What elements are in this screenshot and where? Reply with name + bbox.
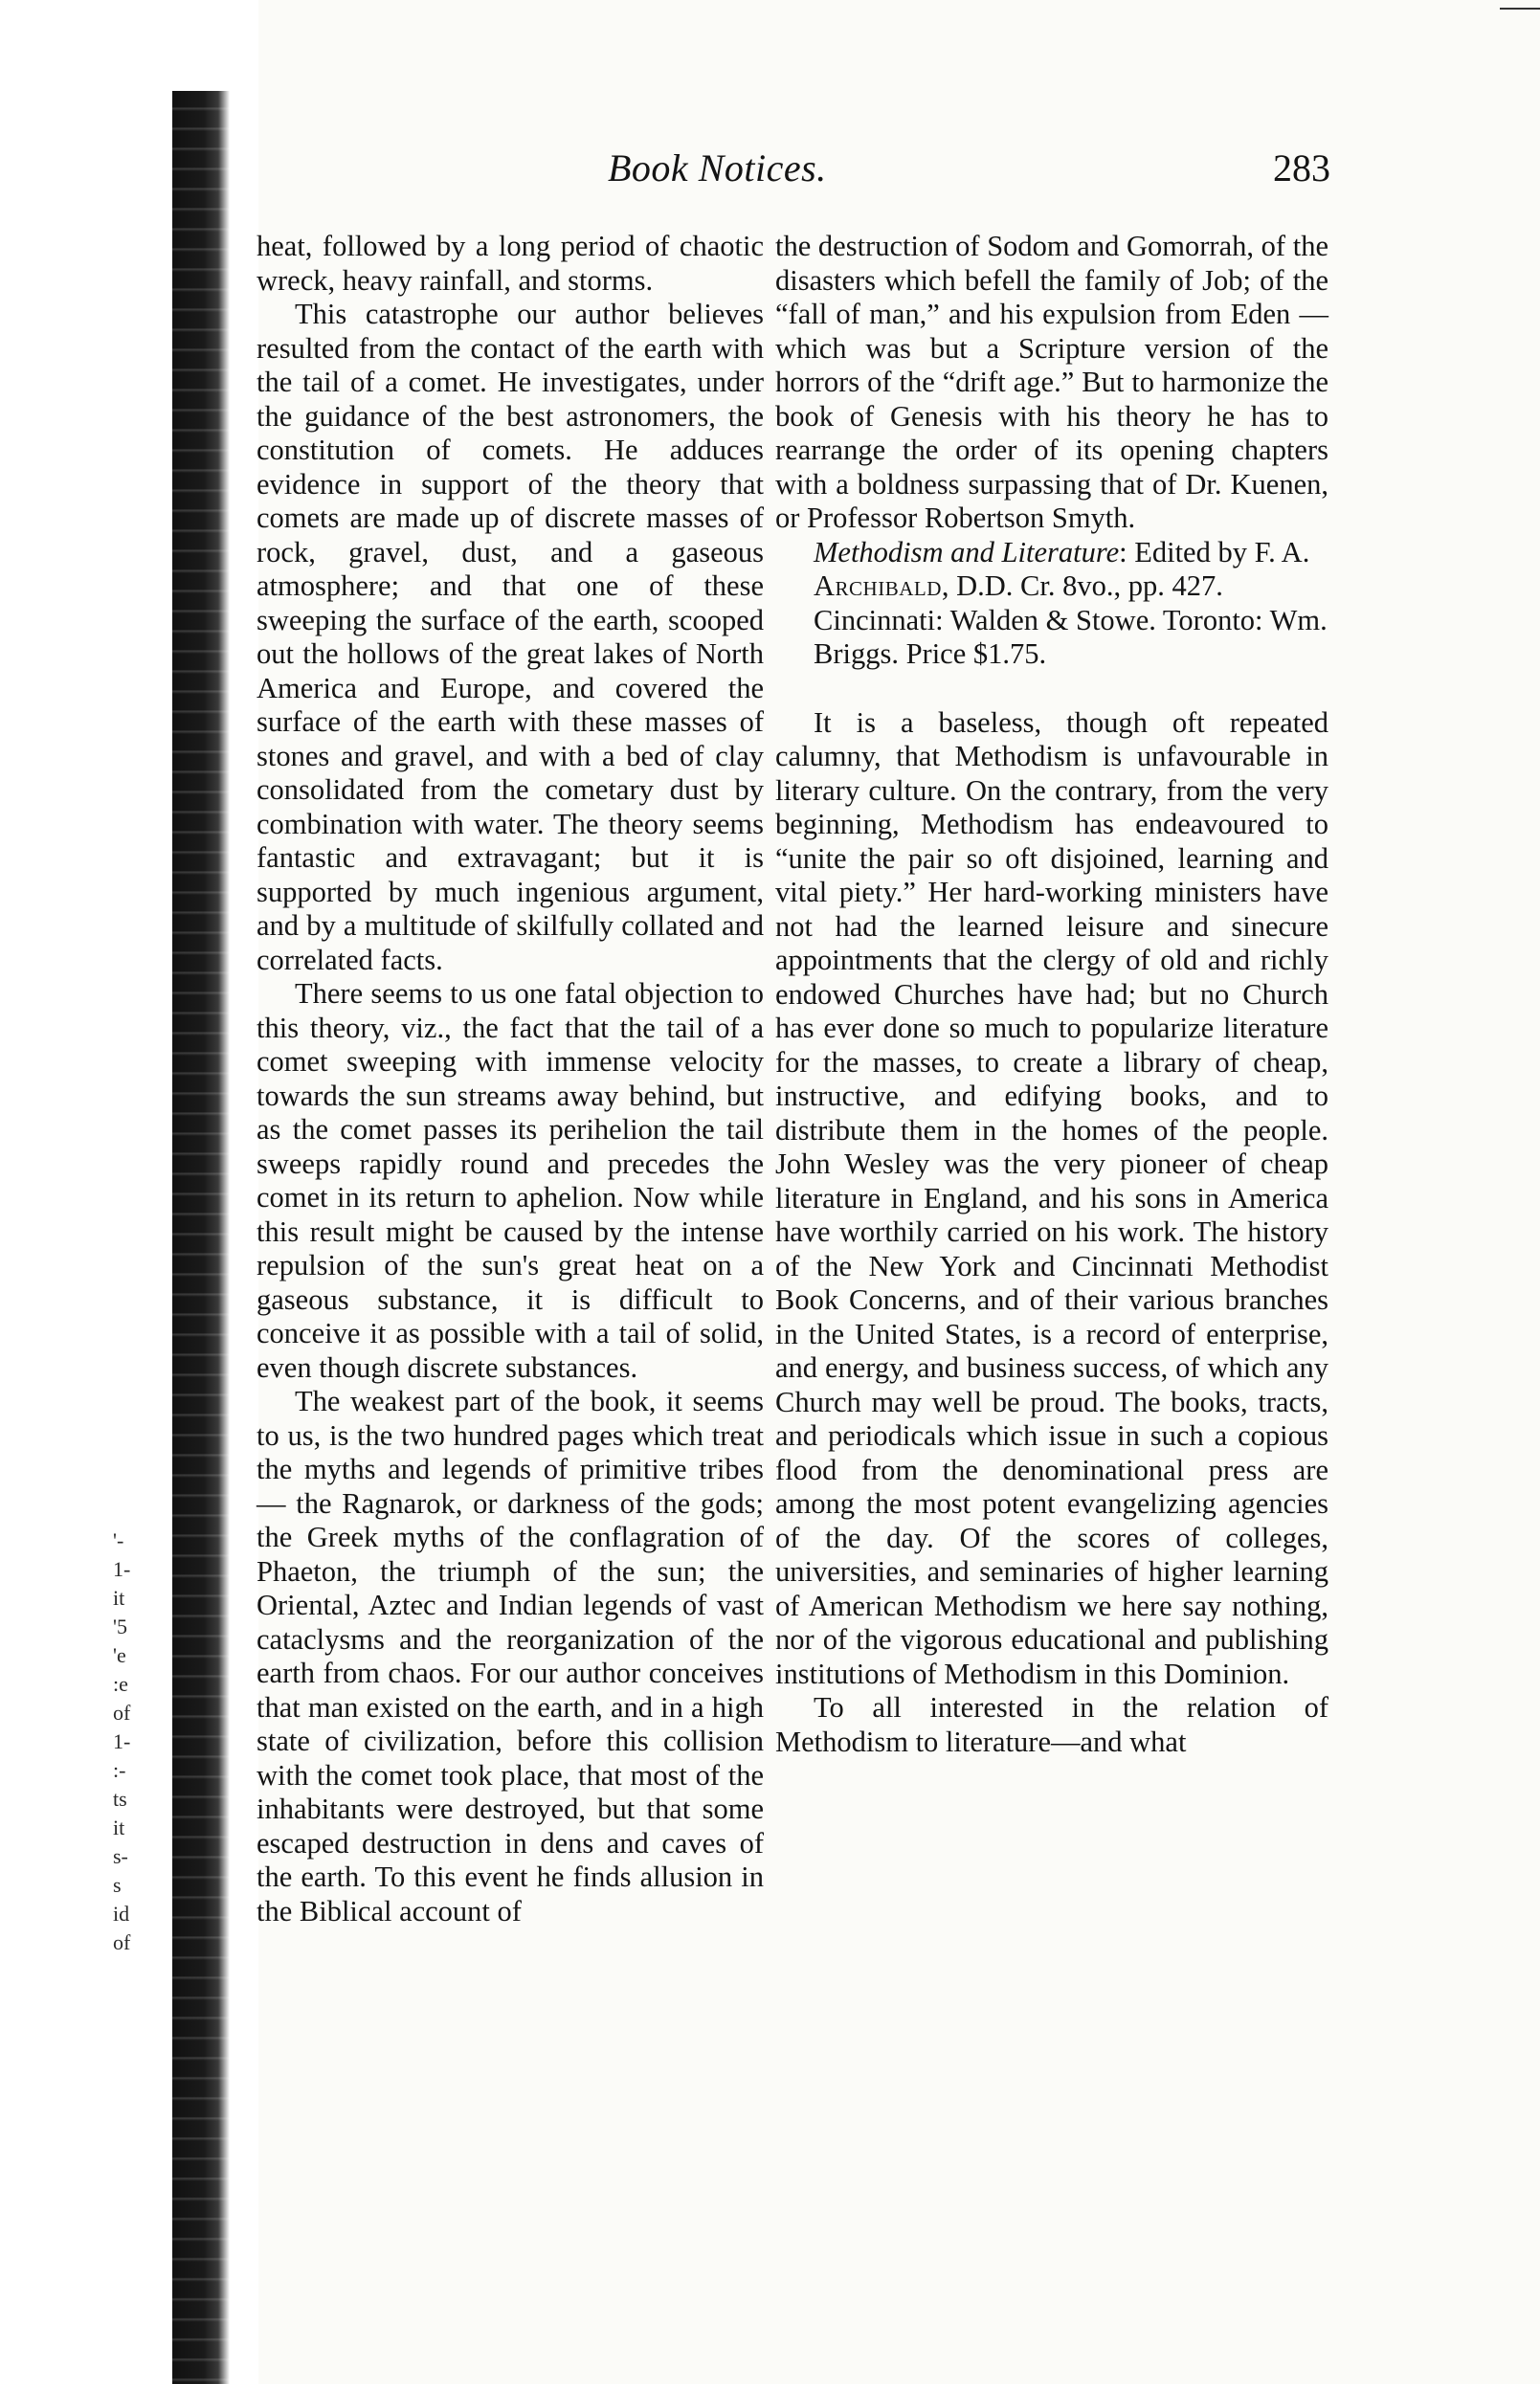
corner-mark [1500,8,1540,10]
edge-fragment: it [113,1586,125,1610]
running-head: Book Notices. [608,146,827,189]
page-header [249,145,1330,203]
edge-fragment: of [113,1930,131,1954]
binding-shadow [172,91,230,2384]
edge-fragment: 'e [113,1643,126,1667]
edge-fragment: ts [113,1787,127,1811]
paragraph: It is a baseless, though oft repeated calumny, that Methodism is unfavourable in literary culture. On the contrary, from the very beginning, Methodism has endeavoured to “unite the pair so oft disjoined, learning and vital piety.” Her hard-working ministers have not had the learned leisure and sinecure appointments that the clergy of old and richly endowed Churches have had; but no Church has ever done so much to popularize literature for the masses, to create a library of cheap, instructive, and edifying books, and to distribute them in the homes of the people. John Wesley was the very pioneer of cheap literature in England, and his sons in America have worthily carried on his work. The history of the New York and Cincinnati Methodist Book Concerns, and of their various branches in the United States, is a record of enterprise, and energy, and business success, of which any Church may well be proud. The books, tracts, and periodicals which issue in such a copious flood from the denominational press are among the most potent evangelizing agencies of the day. Of the scores of colleges, universities, and seminaries of higher learning of American Methodism we here say nothing, nor of the vigorous educational and publishing institutions of Methodism in this Dominion. [775,705,1328,1690]
edge-fragment: '- [113,1528,124,1552]
edge-fragment: s- [113,1844,128,1868]
edge-fragment: of [113,1701,131,1725]
paragraph: To all interested in the relation of Methodism to literature—and what [775,1691,1328,1758]
page-gutter [0,0,258,2384]
book-editor: Archibald [814,569,942,602]
edge-fragment: 1- [113,1557,131,1581]
edge-fragment: :e [113,1672,128,1696]
edge-fragment: it [113,1816,125,1839]
edge-fragment: :- [113,1758,126,1782]
book-title: Methodism and Literature [814,535,1120,568]
facing-page-edge-text [113,1526,151,1957]
book-entry [775,536,1328,672]
paragraph: heat, followed by a long period of chaotic wreck, heavy rainfall, and storms. [257,230,764,297]
paragraph: the destruction of Sodom and Gomorrah, of the disasters which befell the family of Job; of the “fall of man,” and his expulsion from Eden —which was but a Scripture version of the horrors of the “drift age.” But to harmonize the book of Genesis with his theory he has to rearrange the order of its opening chapters with a boldness surpassing that of Dr. Kuenen, or Professor Robertson Smyth. [775,230,1328,534]
book-edited-by: : Edited by F. A. [1119,535,1310,568]
edge-fragment: id [113,1902,130,1926]
paragraph: The weakest part of the book, it seems to us, is the two hundred pages which treat the myths and legends of primitive tribes — the Ragnarok, or darkness of the gods; the Greek myths of the conflagration of Phaeton, the triumph of the sun; the Oriental, Aztec and Indian legends of vast cataclysms and the reorganization of the earth from chaos. For our author conceives that man existed on the earth, and in a high state of civilization, before this collision with the comet took place, that most of the inhabitants were destroyed, but that some escaped destruction in dens and caves of the earth. To this event he finds allusion in the Biblical account of [257,1385,764,1927]
edge-fragment: s [113,1873,122,1897]
book-details: , D.D. Cr. 8vo., pp. 427. Cincinnati: Walden & Stowe. Toronto: Wm. Briggs. Price $1.75. [814,569,1328,670]
paragraph: There seems to us one fatal objection to this theory, viz., the fact that the tail of a comet sweeping with immense velocity towards the sun streams away behind, but as the comet passes its perihelion the tail sweeps rapidly round and precedes the comet in its return to aphelion. Now while this result might be caused by the intense repulsion of the sun's great heat on a gaseous substance, it is difficult to conceive it as possible with a tail of solid, even though discrete substances. [257,977,764,1384]
paragraph: This catastrophe our author believes resulted from the contact of the earth with the tail of a comet. He investigates, under the guidance of the best astronomers, the constitution of comets. He adduces evidence in support of the theory that comets are made up of discrete masses of rock, gravel, dust, and a gaseous atmosphere; and that one of these sweeping the surface of the earth, scooped out the hollows of the great lakes of North America and Europe, and covered the surface of the earth with these masses of stones and gravel, and with a bed of clay consolidated from the cometary dust by combination with water. The theory seems fantastic and extravagant; but it is supported by much ingenious argument, and by a multitude of skilfully collated and correlated facts. [257,298,764,976]
edge-fragment: '5 [113,1615,127,1638]
left-column [257,230,764,1928]
edge-fragment: 1- [113,1729,131,1753]
page-number: 283 [1273,146,1330,189]
right-column [775,230,1328,1759]
